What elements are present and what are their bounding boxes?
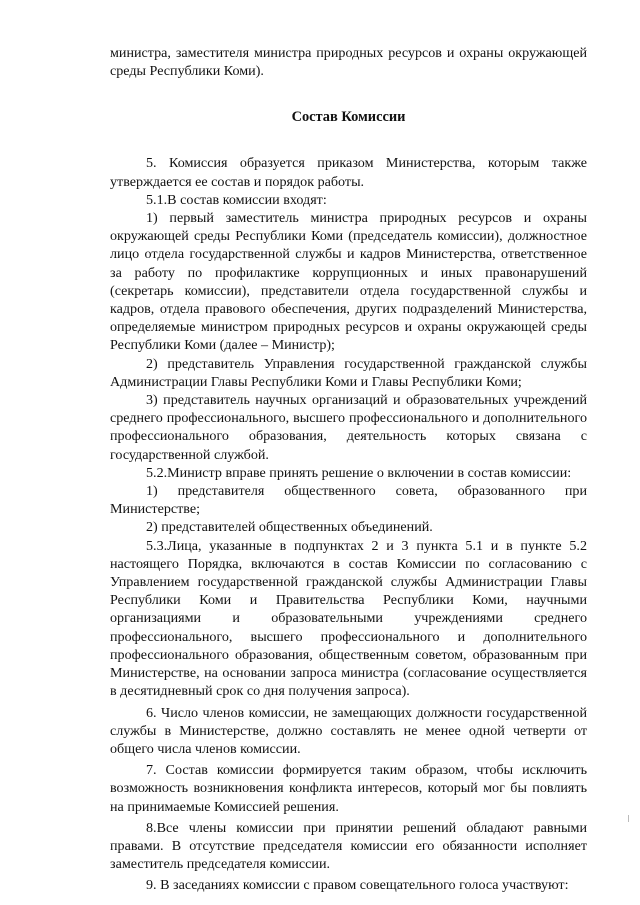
paragraph-5-1-item-1: 1) первый заместитель министра природных ресурсов и охраны окружающей среды Республики Коми (председатель комиссии), должностное лицо отдела государственной службы и кадров Министерства, ответственное за работу по профилактике коррупционных и иных правонарушений (секретарь комиссии), представители отдела государственной службы и кадров, отдела правового обеспечения, других подразделений Министерства, определяемые министром природных ресурсов и охраны окружающей среды Республики Коми (далее – Министр); xyxy=(110,210,587,354)
paragraph-6: 6. Число членов комиссии, не замещающих должности государственной службы в Министерстве, должно составлять не менее одной четверти от общего числа членов комиссии. xyxy=(110,704,587,757)
paragraph-5-2-item-1: 1) представителя общественного совета, образованного при Министерстве; xyxy=(110,483,587,518)
paragraph-9: 9. В заседаниях комиссии с правом совещательного голоса участвуют: xyxy=(146,877,569,894)
paragraph-5-1: 5.1.В состав комиссии входят: xyxy=(146,191,327,208)
document-page xyxy=(110,44,587,895)
paragraph-5-2: 5.2.Министр вправе принять решение о включении в состав комиссии: xyxy=(146,464,572,481)
paragraph-7: 7. Состав комиссии формируется таким образом, чтобы исключить возможность возникновения конфликта интересов, который мог бы повлиять на принимаемые Комиссией решения. xyxy=(110,762,587,815)
opening-paragraph: министра, заместителя министра природных ресурсов и охраны окружающей среды Республики Коми). xyxy=(110,45,587,80)
paragraph-5: 5. Комиссия образуется приказом Министерства, которым также утверждается ее состав и порядок работы. xyxy=(110,155,587,190)
paragraph-5-2-item-2: 2) представителей общественных объединений. xyxy=(146,519,433,536)
section-title: Состав Комиссии xyxy=(291,109,406,126)
scan-edge-mark xyxy=(628,815,633,822)
paragraph-5-3: 5.3.Лица, указанные в подпунктах 2 и 3 пункта 5.1 и в пункте 5.2 настоящего Порядка, включаются в состав Комиссии по согласованию с Управлением государственной гражданской службы Администрации Главы Республики Коми и Правительства Республики Коми, научными организациями и образовательными учреждениями среднего профессионального, высшего профессионального и дополнительного профессионального образования, общественным советом, образованным при Министерстве, на основании запроса министра (согласование осуществляется в десятидневный срок со дня получения запроса). xyxy=(110,537,587,700)
paragraph-5-1-item-3: 3) представитель научных организаций и образовательных учреждений среднего профессионального, высшего профессионального и дополнительного профессионального образования, деятельность которых связана с государственной службой. xyxy=(110,392,587,463)
paragraph-5-1-item-2: 2) представитель Управления государственной гражданской службы Администрации Главы Республики Коми и Главы Республики Коми; xyxy=(110,355,587,390)
paragraph-8: 8.Все члены комиссии при принятии решений обладают равными правами. В отсутствие председателя комиссии его обязанности исполняет заместитель председателя комиссии. xyxy=(110,819,587,873)
